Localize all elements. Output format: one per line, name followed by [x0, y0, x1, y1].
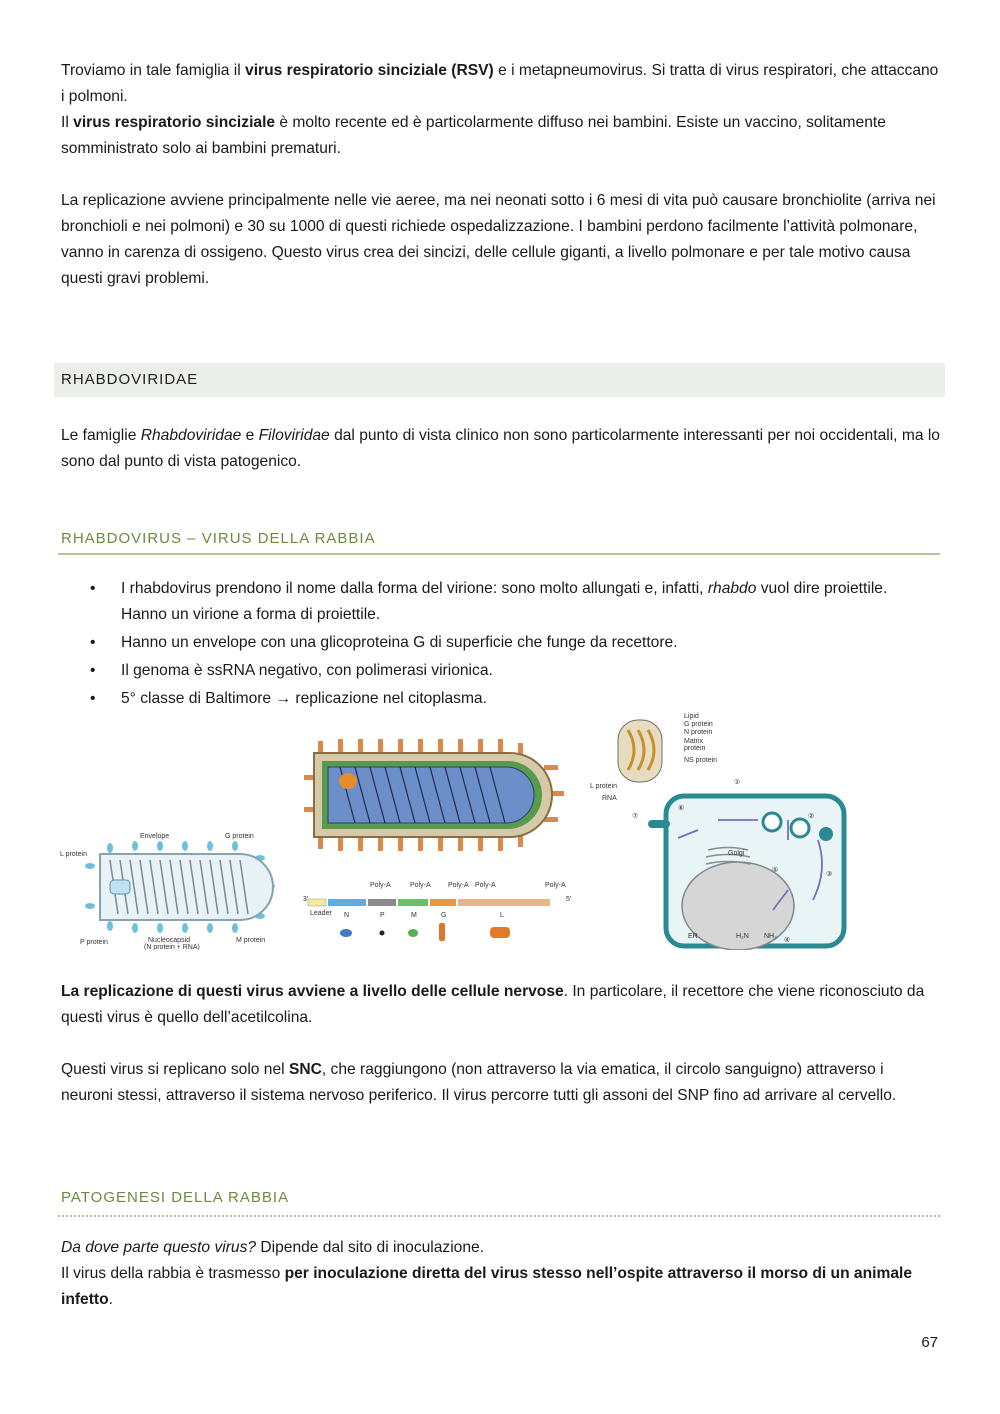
genome-map: [308, 899, 550, 906]
label-step-4: ④: [784, 937, 791, 944]
label-gene-g: G: [441, 912, 447, 919]
virion-structure-figure: [60, 826, 282, 950]
label-5prime: 5': [566, 896, 572, 903]
label-golgi: Golgi: [728, 850, 745, 857]
label-step-7: ⑦: [632, 813, 639, 820]
l-polymerase-shape: [339, 773, 357, 789]
label-h2n: H₂N: [736, 933, 749, 940]
subheading-dotted-rule: [58, 1215, 940, 1217]
page-number: 67: [921, 1334, 938, 1351]
label-step-2: ②: [808, 813, 815, 820]
label-l-protein: L protein: [590, 783, 617, 790]
l-protein-shape: [110, 880, 130, 894]
label-step-3: ③: [826, 871, 833, 878]
label-step-1: ①: [734, 779, 741, 786]
paragraph-nerve-replication: La replicazione di questi virus avviene a livello delle cellule nervose. In particolare, il recettore che viene riconosciuto da questi virus è quello dell’acetilcolina.: [61, 983, 925, 1026]
label-polya: Poly-A: [410, 882, 431, 889]
label-g-protein: G protein: [225, 833, 254, 840]
label-polya: Poly-A: [448, 882, 469, 889]
paragraph-transmission: Il virus della rabbia è trasmesso per inoculazione diretta del virus stesso nell’ospite attraverso il morso di un animale infetto.: [61, 1265, 912, 1308]
label-gene-n: N: [344, 912, 350, 919]
label-polya: Poly-A: [545, 882, 566, 889]
paragraph-replication: La replicazione avviene principalmente nelle vie aeree, ma nei neonati sotto i 6 mesi di vita può causare bronchiolite (arriva nei bronchioli e nei polmoni) e 30 su 1000 di questi richiede ospedalizzazione. I bambini perdono facilmente l’attività polmonare, vanno in carenza di ossigeno. Questo virus crea dei sincizi, delle cellule giganti, a livello polmonare e per tale motivo causa questi gravi problemi.: [61, 192, 936, 287]
label-step-6: ⑥: [678, 805, 685, 812]
label-polya: Poly-A: [475, 882, 496, 889]
paragraph-families: Le famiglie Rhabdoviridae e Filoviridae dal punto di vista clinico non sono particolarmente interessanti per noi occidentali, ma lo sono dal punto di vista patogenico.: [61, 427, 940, 470]
label-matrix-2: protein: [684, 745, 706, 752]
label-nucleocapsid: Nucleocapsid: [148, 937, 191, 944]
label-nucleocapsid-sub: (N protein + RNA): [144, 944, 200, 950]
subheading-rhabdovirus: RHABDOVIRUS – VIRUS DELLA RABBIA: [61, 530, 376, 547]
arrow-right-icon: →: [275, 690, 292, 707]
paragraph-snc: Questi virus si replicano solo nel SNC, che raggiungono (non attraverso la via ematica, il circolo sanguigno) attraverso i neuroni stessi, attraverso il sistema nervoso periferico. Il virus percorre tutti gli assoni del SNP fino ad arrivare al cervello.: [61, 1061, 897, 1104]
bullet-list: [61, 576, 921, 714]
label-matrix: Matrix: [684, 738, 704, 745]
section-title: RHABDOVIRIDAE: [61, 371, 199, 388]
label-p-protein: P protein: [80, 939, 108, 946]
label-ns-protein: NS protein: [684, 757, 718, 764]
list-item: • Hanno un envelope con una glicoproteina G di superficie che funge da recettore.: [61, 630, 921, 656]
paragraph-rsv-vaccine: Il virus respiratorio sinciziale è molto recente ed è particolarmente diffuso nei bambini. Esiste un vaccino, solitamente somministrato solo ai bambini prematuri.: [61, 114, 886, 157]
label-polya: Poly-A: [370, 882, 391, 889]
paragraph-rsv-intro: Troviamo in tale famiglia il virus respiratorio sinciziale (RSV) e i metapneumovirus. Si tratta di virus respiratori, che attaccano i polmoni.: [61, 62, 939, 105]
list-item: • I rhabdovirus prendono il nome dalla forma del virione: sono molto allungati e, infatti, rhabdo vuol dire proiettile. Hanno un virione a forma di proiettile.: [61, 576, 921, 628]
label-n-protein: N protein: [684, 729, 713, 736]
replication-cycle-figure: [588, 710, 850, 950]
label-er: ER: [688, 933, 698, 940]
label-step-5: ⑤: [772, 867, 779, 874]
label-nh2: NH₂: [764, 933, 777, 940]
label-gene-m: M: [411, 912, 417, 919]
subheading-rule: [58, 553, 940, 555]
label-rna: RNA: [602, 795, 617, 802]
list-item: • Il genoma è ssRNA negativo, con polimerasi virionica.: [61, 658, 921, 684]
paragraph-question: Da dove parte questo virus? Dipende dal sito di inoculazione.: [61, 1239, 485, 1256]
gene-products: [340, 923, 510, 941]
subheading-patogenesi: PATOGENESI DELLA RABBIA: [61, 1189, 290, 1206]
label-lipid: Lipid: [684, 713, 699, 720]
label-3prime: 3': [303, 896, 309, 903]
label-envelope: Envelope: [140, 833, 170, 840]
label-gene-l: L: [500, 912, 504, 919]
label-leader: Leader: [310, 910, 332, 917]
section-heading-rhabdoviridae: [54, 363, 945, 397]
virion-genome-figure: [300, 735, 580, 945]
list-item: • 5° classe di Baltimore → replicazione nel citoplasma.: [61, 686, 921, 712]
label-g-protein: G protein: [684, 721, 713, 728]
label-l-protein: L protein: [60, 851, 87, 858]
label-gene-p: P: [380, 912, 385, 919]
label-m-protein: M protein: [236, 937, 266, 944]
